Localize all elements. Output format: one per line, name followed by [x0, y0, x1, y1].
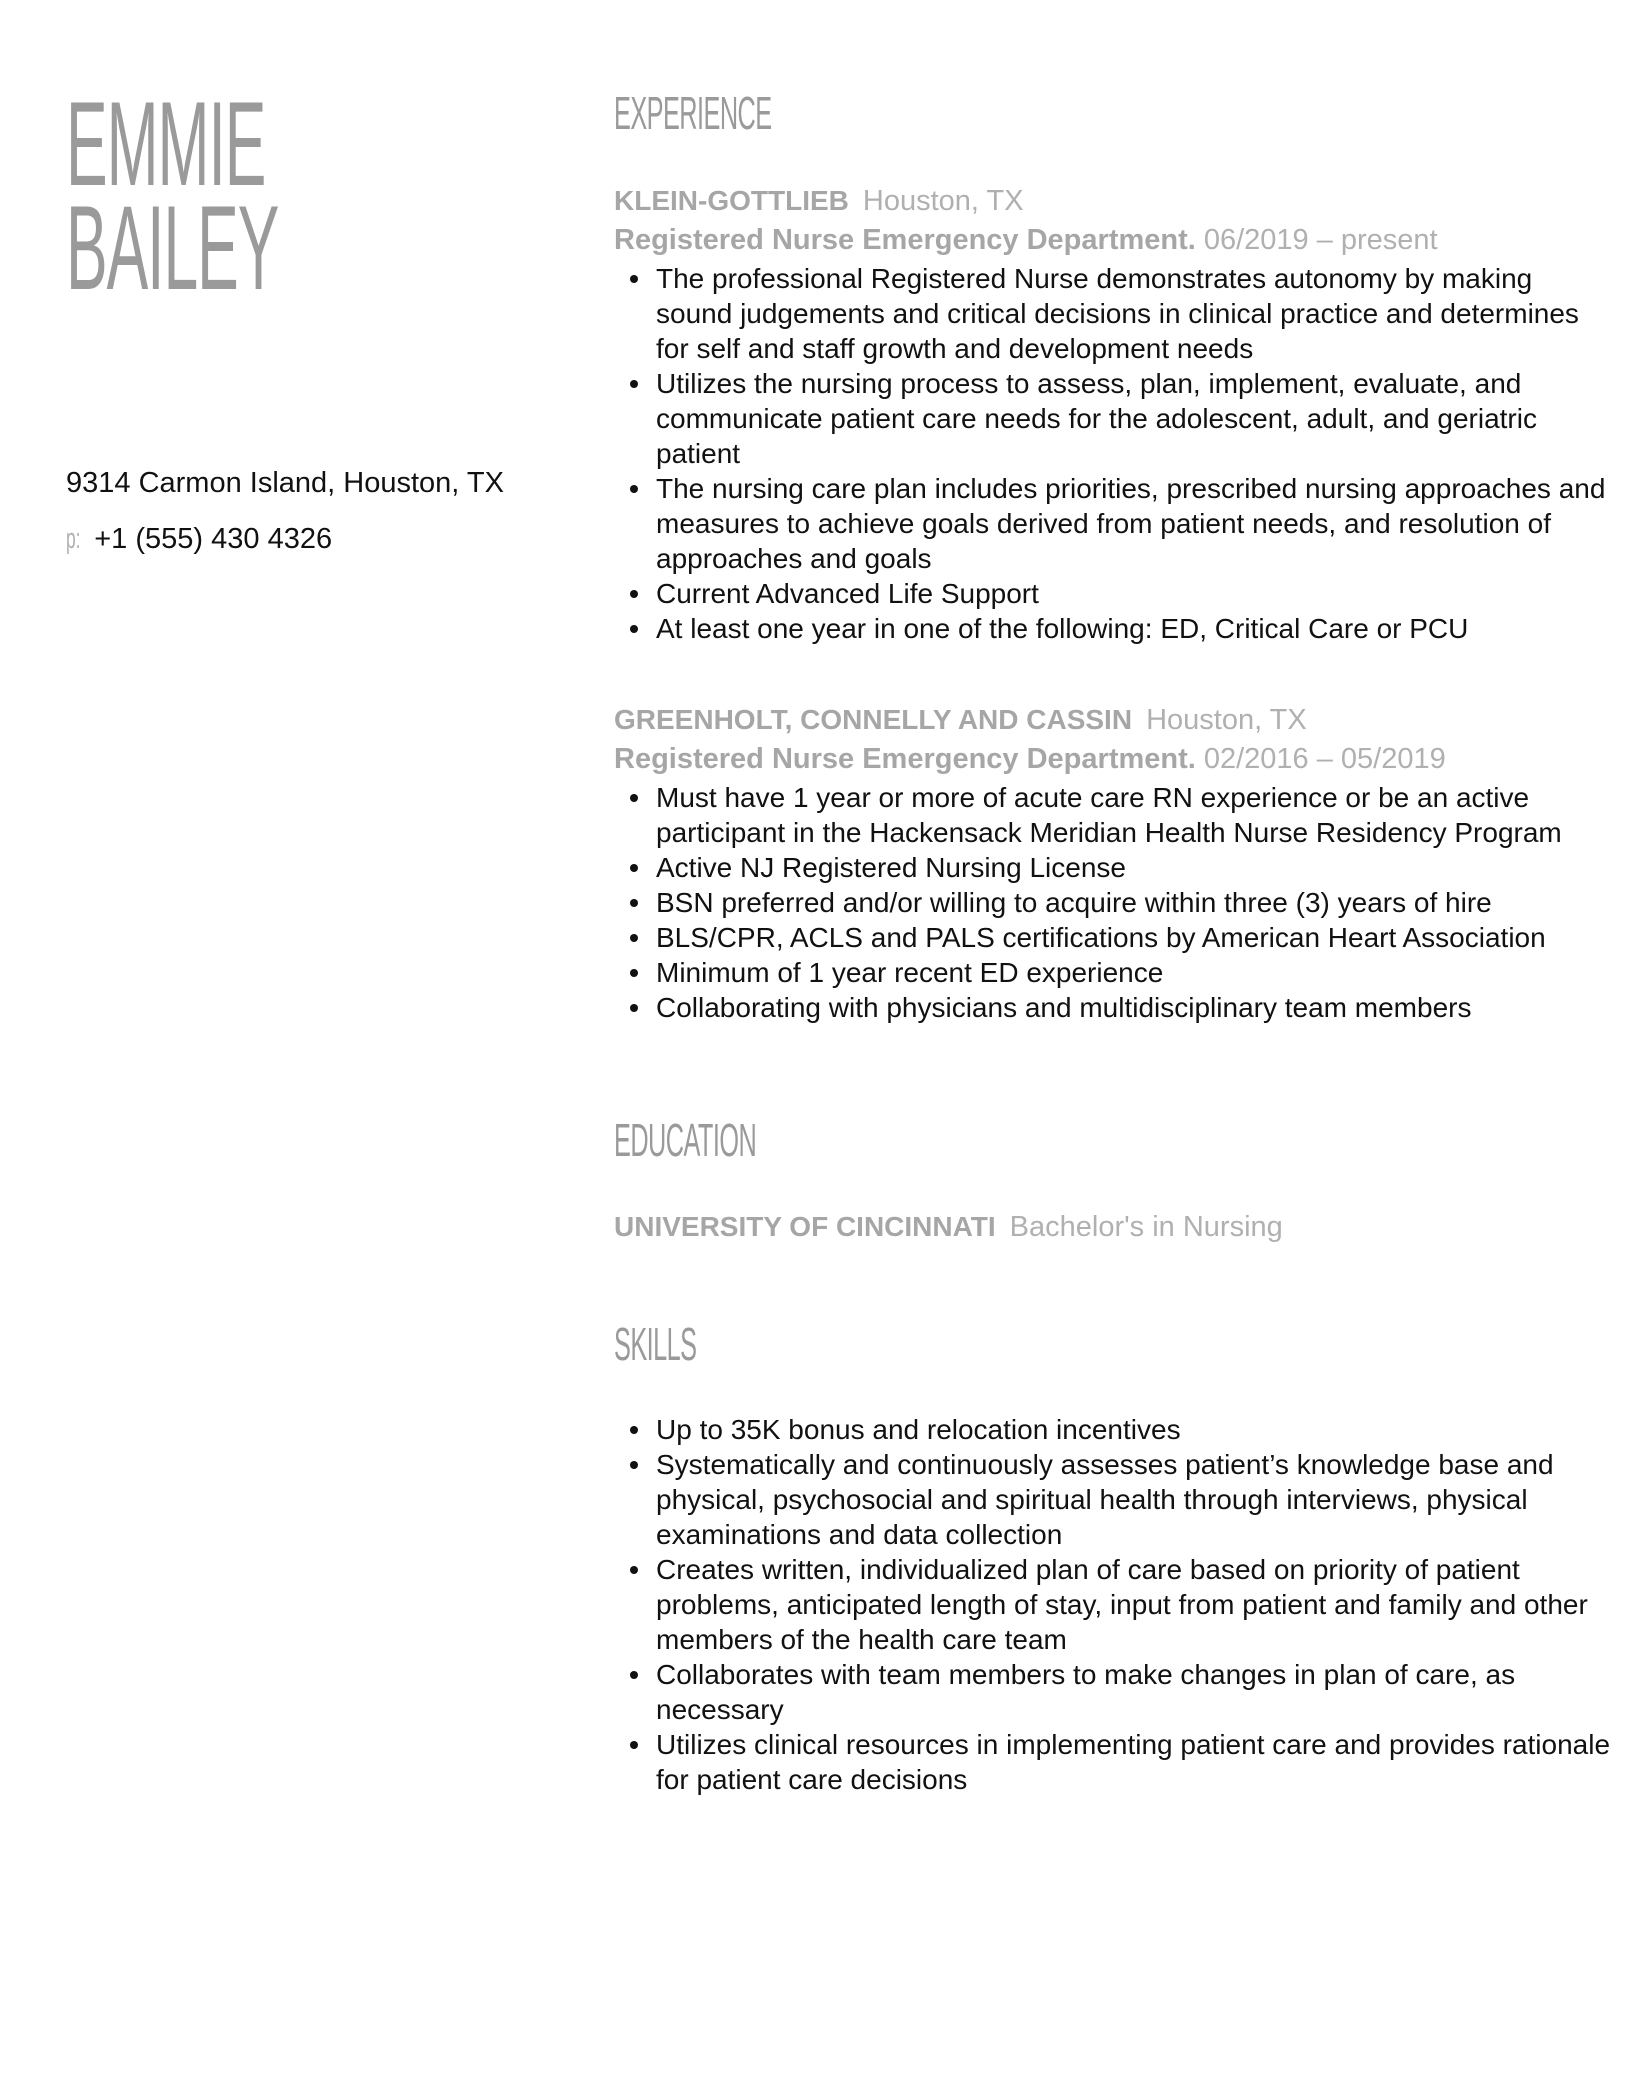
- job-1-role: Registered Nurse Emergency Department.: [614, 224, 1196, 256]
- first-name: EMMIE: [66, 77, 266, 211]
- education-degree: Bachelor's in Nursing: [1009, 1211, 1283, 1243]
- candidate-name: [66, 77, 279, 315]
- list-item: Active NJ Registered Nursing License: [656, 850, 1616, 885]
- education-title: EDUCATION: [614, 1114, 757, 1166]
- skills-title: SKILLS: [614, 1318, 697, 1370]
- list-item: Systematically and continuously assesses patient’s knowledge base and physical, psychosocial and spiritual health through interviews, physical examinations and data collection: [656, 1447, 1616, 1552]
- phone-line: [66, 519, 504, 559]
- job-2-company: GREENHOLT, CONNELLY AND CASSIN: [614, 704, 1133, 735]
- contact-info: [66, 463, 504, 575]
- list-item: The professional Registered Nurse demonstrates autonomy by making sound judgements and critical decisions in clinical practice and determines for self and staff growth and development needs: [656, 261, 1616, 366]
- job-1-company: KLEIN-GOTTLIEB: [614, 185, 849, 216]
- list-item: Must have 1 year or more of acute care RN experience or be an active participant in the Hackensack Meridian Health Nurse Residency Program: [656, 780, 1616, 850]
- job-2-bullets: [614, 780, 1616, 1025]
- list-item: Creates written, individualized plan of care based on priority of patient problems, anticipated length of stay, input from patient and family and other members of the health care team: [656, 1552, 1616, 1657]
- list-item: Collaborating with physicians and multidisciplinary team members: [656, 990, 1616, 1025]
- list-item: Utilizes clinical resources in implementing patient care and provides rationale for patient care decisions: [656, 1727, 1616, 1797]
- job-2-role: Registered Nurse Emergency Department.: [614, 743, 1196, 775]
- list-item: Up to 35K bonus and relocation incentives: [656, 1412, 1616, 1447]
- list-item: Collaborates with team members to make changes in plan of care, as necessary: [656, 1657, 1616, 1727]
- list-item: BLS/CPR, ACLS and PALS certifications by American Heart Association: [656, 920, 1616, 955]
- job-1-header: [614, 183, 1024, 219]
- list-item: At least one year in one of the following: ED, Critical Care or PCU: [656, 611, 1616, 646]
- address: 9314 Carmon Island, Houston, TX: [66, 467, 504, 499]
- phone-label: p:: [66, 523, 81, 555]
- job-2-header: [614, 702, 1307, 738]
- education-entry: [614, 1209, 1283, 1245]
- list-item: Current Advanced Life Support: [656, 576, 1616, 611]
- job-2-location: Houston, TX: [1146, 704, 1307, 736]
- list-item: Minimum of 1 year recent ED experience: [656, 955, 1616, 990]
- list-item: BSN preferred and/or willing to acquire within three (3) years of hire: [656, 885, 1616, 920]
- job-1-role-line: [614, 222, 1438, 258]
- list-item: The nursing care plan includes priorities, prescribed nursing approaches and measures to achieve goals derived from patient needs, and resolution of approaches and goals: [656, 471, 1616, 576]
- job-2-role-line: [614, 741, 1446, 777]
- job-1-dates: 06/2019 – present: [1203, 224, 1438, 256]
- education-school: UNIVERSITY OF CINCINNATI: [614, 1211, 996, 1242]
- phone-number: +1 (555) 430 4326: [94, 523, 333, 555]
- experience-title: EXPERIENCE: [614, 87, 772, 139]
- job-1-bullets: [614, 261, 1616, 646]
- list-item: Utilizes the nursing process to assess, plan, implement, evaluate, and communicate patient care needs for the adolescent, adult, and geriatric patient: [656, 366, 1616, 471]
- skills-bullets: [614, 1412, 1616, 1797]
- job-1-location: Houston, TX: [862, 185, 1024, 217]
- job-2-dates: 02/2016 – 05/2019: [1203, 743, 1446, 775]
- last-name: BAILEY: [66, 181, 279, 315]
